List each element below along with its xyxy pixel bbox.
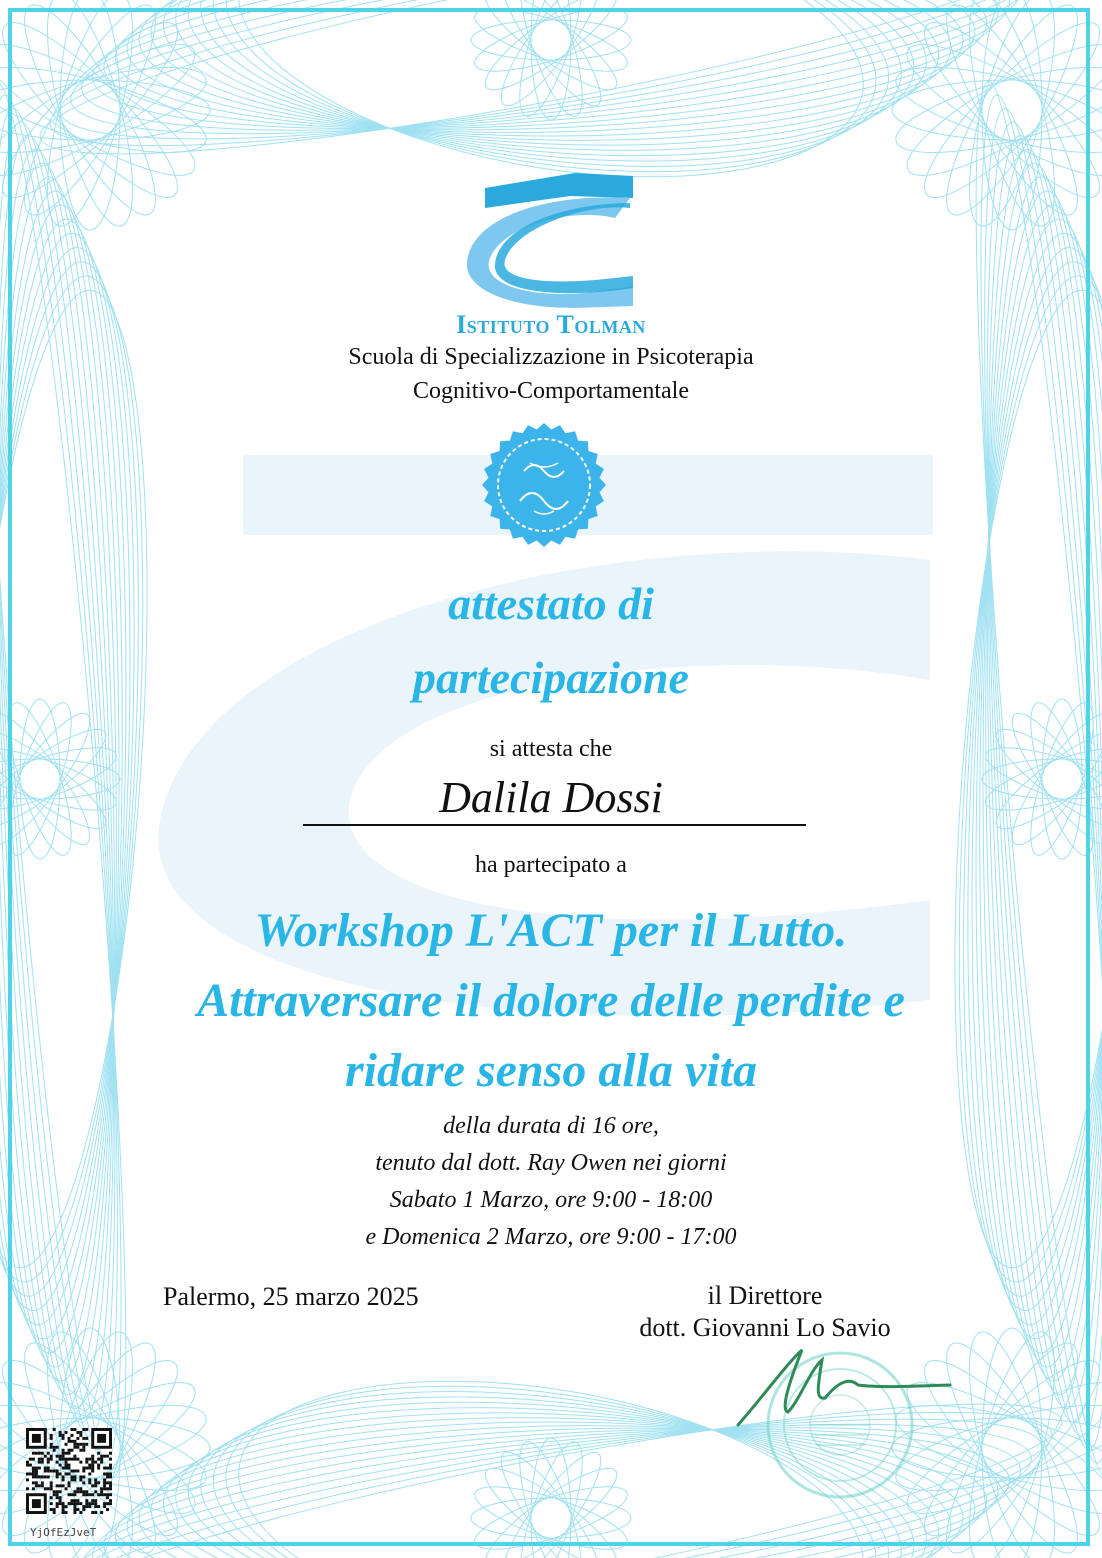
detail-line-1: della durata di 16 ore, (443, 1113, 659, 1139)
recipient-underline (303, 824, 806, 826)
signature-icon (730, 1340, 960, 1440)
workshop-title-line-2: Attraversare il dolore delle perdite e (197, 974, 905, 1027)
workshop-title-line-3: ridare senso alla vita (344, 1044, 757, 1097)
subtitle-line-1: Scuola di Specializzazione in Psicoterapia (348, 344, 754, 370)
recipient-name: Dalila Dossi (439, 773, 663, 822)
director-block (600, 1280, 930, 1344)
certificate-title-line-1: attestato di (448, 578, 654, 629)
tolman-logo-icon (465, 168, 637, 308)
verification-code: YjOfEzJveT (30, 1526, 97, 1539)
certificate-title-line-2: partecipazione (413, 652, 689, 703)
subtitle-line-2: Cognitivo-Comportamentale (413, 378, 689, 404)
detail-line-4: e Domenica 2 Marzo, ore 9:00 - 17:00 (365, 1224, 737, 1250)
institute-name: Istituto Tolman (456, 310, 646, 339)
participated-text: ha partecipato a (475, 852, 627, 878)
detail-line-2: tenuto dal dott. Ray Owen nei giorni (375, 1150, 727, 1176)
director-title: il Direttore (707, 1281, 823, 1310)
workshop-title-line-1: Workshop L'ACT per il Lutto. (254, 904, 848, 957)
ornament-seal-icon (480, 421, 608, 549)
detail-line-3: Sabato 1 Marzo, ore 9:00 - 18:00 (389, 1187, 713, 1213)
director-name: dott. Giovanni Lo Savio (639, 1313, 891, 1342)
qr-code-icon (26, 1428, 112, 1514)
intro-text: si attesta che (489, 736, 613, 762)
place-date: Palermo, 25 marzo 2025 (163, 1282, 419, 1311)
